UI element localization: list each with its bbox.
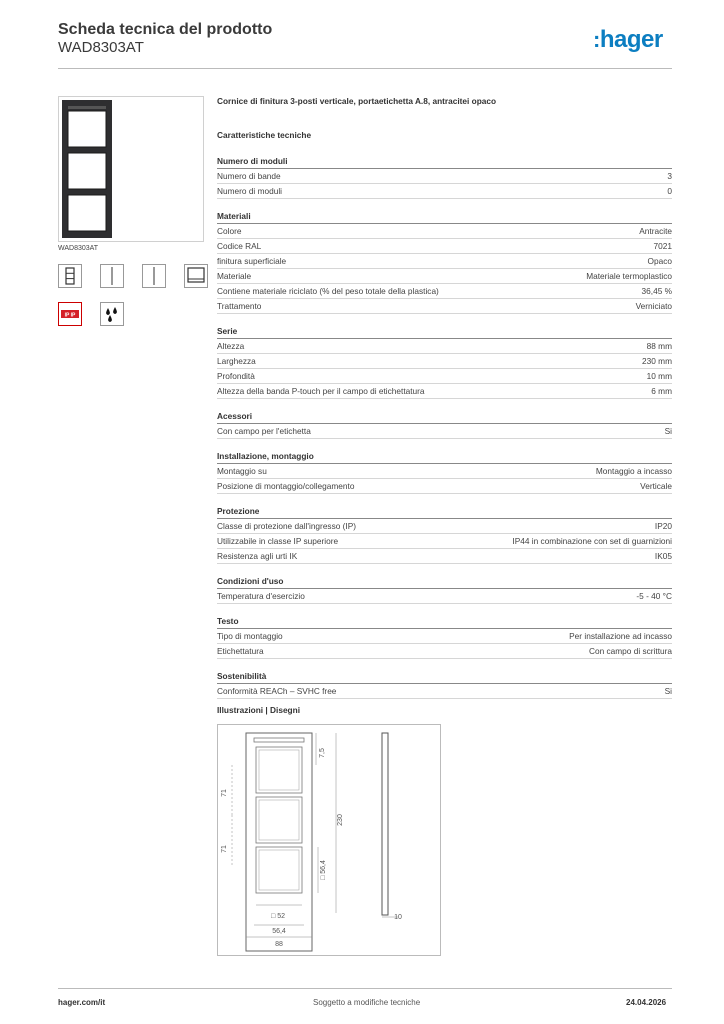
section-gap [217,439,672,449]
spec-label: Profondità [217,371,255,381]
illustrations-title: Illustrazioni | Disegni [217,705,300,715]
ip-badge-text: IP IP [64,312,76,319]
spec-label: finitura superficiale [217,256,287,266]
spec-value: IP44 in combinazione con set di guarnizioni [512,536,672,546]
spec-row [217,284,672,299]
spec-value: Verniciato [635,301,672,311]
dim-230: 230 [337,814,344,826]
footer-website-link[interactable]: hager.com/it [58,998,106,1007]
spec-label: Tipo di montaggio [217,631,283,641]
spec-value: 10 mm [646,371,672,381]
footer-divider [58,988,672,989]
spec-value: 6 mm [651,386,672,396]
spec-value: 3 [667,171,672,181]
section-gap [217,604,672,614]
spec-row [217,354,672,369]
spec-row [217,534,672,549]
spec-row [217,184,672,199]
spec-row [217,424,672,439]
dim-7-5: 7,5 [319,748,326,758]
spec-value: 36,45 % [641,286,672,296]
dim-10: 10 [394,914,402,921]
dim-71-a: 71 [221,789,228,797]
spec-value: 230 mm [642,356,672,366]
product-image [58,96,204,242]
dim-88: 88 [275,941,283,948]
spec-label: Utilizzabile in classe IP superiore [217,536,339,546]
tech-heading: Caratteristiche tecniche [217,130,312,140]
section-gap [217,564,672,574]
spec-label: Resistenza agli urti IK [217,551,298,561]
vertical-line-icon [142,264,166,288]
spec-value: Per installazione ad incasso [569,631,672,641]
spec-label: Larghezza [217,356,256,366]
spec-row [217,589,672,604]
spec-value: Con campo di scrittura [588,646,672,656]
spec-label: Contiene materiale riciclato (% del peso totale della plastica) [217,286,439,296]
spec-row [217,169,672,184]
spec-row [217,254,672,269]
pictogram-row-2 [58,302,124,326]
spec-label: Altezza [217,341,245,351]
spec-section-title: Acessori [217,409,672,424]
vertical-line-icon [100,264,124,288]
spec-row [217,239,672,254]
spec-label: Numero di moduli [217,186,283,196]
spec-row [217,479,672,494]
spec-label: Trattamento [217,301,262,311]
spec-label: Etichettatura [217,646,264,656]
section-gap [217,399,672,409]
spec-section [217,614,672,659]
spec-section-title: Serie [217,324,672,339]
logo-prefix: : [593,27,600,52]
spec-value: Si [664,686,672,696]
spec-label: Temperatura d'esercizio [217,591,305,601]
spec-value: Opaco [647,256,672,266]
spec-section-title: Condizioni d'uso [217,574,672,589]
spec-value: Montaggio a incasso [595,466,672,476]
spec-label: Altezza della banda P-touch per il campo di etichettatura [217,386,425,396]
spec-value: Materiale termoplastico [586,271,672,281]
section-gap [217,659,672,669]
technical-drawing [217,724,441,956]
spec-row [217,519,672,534]
image-caption: WAD8303AT [58,245,99,252]
spec-table [217,154,672,699]
spec-section-title: Testo [217,614,672,629]
spec-row [217,369,672,384]
spec-row [217,644,672,659]
spec-value: Verticale [640,481,672,491]
section-gap [217,494,672,504]
section-gap [217,199,672,209]
spec-row [217,269,672,284]
footer-disclaimer: Soggetto a modifiche tecniche [313,998,421,1007]
dim-52: □ 52 [271,913,285,920]
spec-label: Numero di bande [217,171,281,181]
spec-value: IP20 [654,521,672,531]
spec-section [217,154,672,199]
spec-section [217,449,672,494]
spec-row [217,224,672,239]
product-frame-graphic [59,97,203,241]
spec-label: Con campo per l'etichetta [217,426,311,436]
product-code: WAD8303AT [58,39,144,56]
spec-value: 88 mm [646,341,672,351]
spec-section [217,504,672,564]
water-drops-icon [100,302,124,326]
logo-text: hager [599,26,663,53]
page-title: Scheda tecnica del prodotto [58,21,273,38]
spec-section [217,209,672,314]
spec-section-title: Protezione [217,504,672,519]
footer-date: 24.04.2026 [626,998,667,1007]
spec-row [217,299,672,314]
section-gap [217,314,672,324]
spec-label: Colore [217,226,242,236]
spec-value: Antracite [639,226,672,236]
spec-section [217,669,672,699]
pictogram-row-1 [58,264,208,288]
spec-label: Montaggio su [217,466,267,476]
spec-row [217,684,672,699]
spec-value: Si [664,426,672,436]
spec-value: 0 [667,186,672,196]
spec-value: -5 - 40 °C [636,591,672,601]
screen-icon [184,264,208,288]
spec-label: Posizione di montaggio/collegamento [217,481,355,491]
three-module-frame-icon [58,264,82,288]
ip-label-icon [58,302,82,326]
spec-section [217,324,672,399]
spec-row [217,629,672,644]
product-description: Cornice di finitura 3-posti verticale, portaetichetta A.8, antracitei opaco [217,96,497,106]
spec-section-title: Materiali [217,209,672,224]
spec-section-title: Numero di moduli [217,154,672,169]
spec-row [217,384,672,399]
spec-value: IK05 [654,551,672,561]
spec-label: Classe di protezione dall'ingresso (IP) [217,521,357,531]
hager-logo[interactable] [593,26,663,54]
spec-row [217,464,672,479]
spec-row [217,339,672,354]
dim-56-4-horizontal: 56,4 [272,928,286,935]
dim-56-4-vertical: □ 56,4 [320,860,327,880]
spec-section [217,409,672,439]
dim-71-b: 71 [221,845,228,853]
spec-row [217,549,672,564]
spec-section-title: Sostenibilità [217,669,672,684]
spec-section [217,574,672,604]
spec-label: Conformità REACh – SVHC free [217,686,337,696]
spec-value: 7021 [653,241,672,251]
spec-label: Codice RAL [217,241,262,251]
spec-label: Materiale [217,271,252,281]
header-divider [58,68,672,69]
spec-section-title: Installazione, montaggio [217,449,672,464]
